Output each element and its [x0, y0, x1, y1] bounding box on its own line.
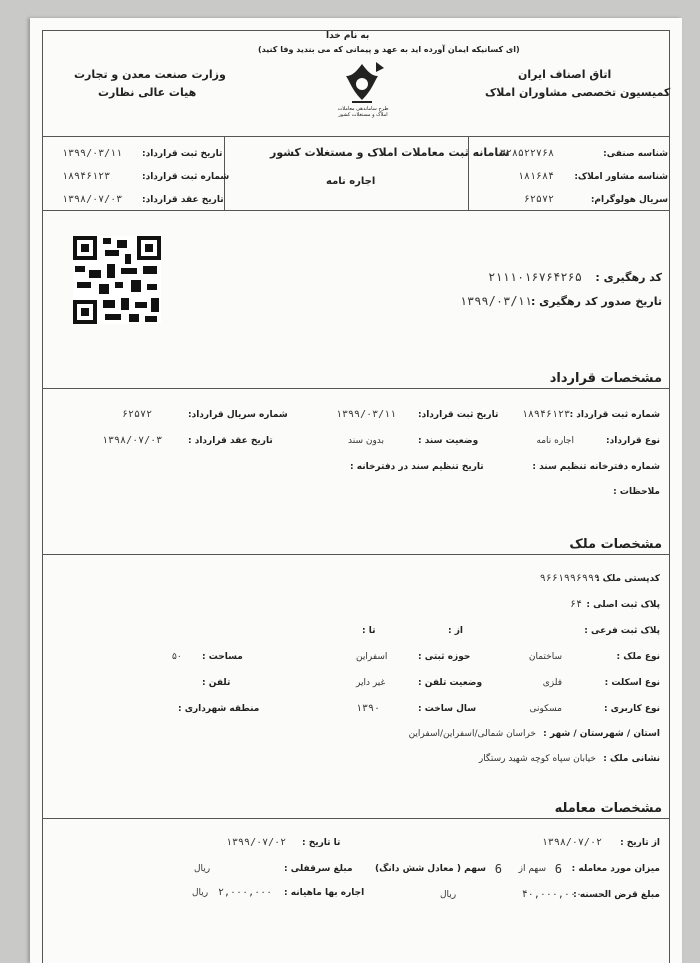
bismillah: به نام خدا [326, 31, 370, 41]
contract-type-label: نوع قرارداد: [606, 436, 660, 446]
left-org-2: هیات عالی نظارت [98, 86, 197, 99]
system-subtitle: اجاره نامه [326, 176, 376, 187]
area-value: ۵۰ [172, 652, 182, 662]
notary-date-label: تاریخ تنظیم سند در دفترخانه : [350, 462, 484, 472]
loan-label: مبلغ قرض الحسنه : [573, 890, 660, 900]
doc-status-value: بدون سند [348, 436, 385, 446]
verse: (ای کسانیکه ایمان آورده اید به عهد و پیمانی که می بندید وفا کنید) [258, 45, 520, 54]
property-type-value: ساختمان [528, 652, 562, 662]
from-date-label: از تاریخ : [620, 838, 660, 848]
goodwill-unit: ریال [194, 864, 211, 874]
consultant-id-label: شناسه مشاور املاک: [574, 172, 668, 182]
contract-reg-no-value: ۱۸۹۴۶۱۲۳ [521, 409, 570, 420]
notes-label: ملاحظات : [613, 487, 660, 497]
guild-id-label: شناسه صنفی: [603, 149, 668, 159]
usage-value: مسکونی [529, 704, 562, 714]
divider-ids-bottom [42, 210, 670, 211]
left-org-1: وزارت صنعت معدن و تجارت [74, 68, 226, 81]
phone-status-label: وضعیت تلفن : [418, 678, 483, 688]
address-label: نشانی ملک : [603, 754, 660, 764]
location-label: استان / شهرستان / شهر : [543, 729, 660, 739]
tracking-date-label: تاریخ صدور کد رهگیری : [530, 295, 662, 308]
divider-ids-top [42, 136, 670, 137]
hologram-label: سریال هولوگرام: [590, 195, 668, 205]
logo [332, 58, 392, 120]
guild-id-value: ۰۳۲۸۵۲۲۷۶۸ [493, 148, 554, 159]
to-date-label: تا تاریخ : [302, 838, 341, 848]
contract-serial-value: ۶۲۵۷۲ [122, 409, 153, 420]
share-value: 6 [554, 862, 562, 876]
municipal-label: منطقه شهرداری : [178, 704, 260, 714]
loan-unit: ریال [440, 890, 457, 900]
sign-date-value-top: ۱۳۹۸/۰۷/۰۳ [62, 194, 123, 205]
rent-unit: ریال [192, 888, 209, 898]
contract-sign-date-value: ۱۳۹۸/۰۷/۰۳ [102, 435, 163, 446]
main-plate-value: ۶۴ [569, 599, 582, 610]
hologram-value: ۶۲۵۷۲ [523, 194, 554, 205]
loan-value: ۴۰,۰۰۰,۰۰۰ [521, 889, 582, 900]
tracking-code-value: ۲۱۱۱۰۱۶۷۶۴۲۶۵ [488, 270, 582, 284]
rent-label: اجاره بها ماهیانه : [284, 888, 365, 898]
tracking-code-label: کد رهگیری : [595, 271, 662, 284]
tracking-date-value: ۱۳۹۹/۰۳/۱۱ [459, 294, 532, 308]
right-org-1: اتاق اصناف ایران [518, 68, 612, 81]
build-year-label: سال ساخت : [418, 704, 477, 714]
document-page [30, 18, 682, 963]
postal-code-label: کدپستی ملک : [595, 574, 660, 584]
skeleton-label: نوع اسکلت : [604, 678, 660, 688]
qr-code [73, 236, 161, 324]
share-unit-1: سهم از [518, 864, 546, 874]
address-value: خیابان سپاه کوچه شهید رستگار [478, 754, 596, 764]
location-value: خراسان شمالی/اسفراین/اسفراین [408, 729, 536, 739]
system-title: سامانه ثبت معاملات املاک و مستغلات کشور [270, 146, 510, 159]
reg-no-value-top: ۱۸۹۴۶۱۲۳ [62, 171, 111, 182]
sub-plate-from-label: از : [448, 626, 463, 636]
to-date-value: ۱۳۹۹/۰۷/۰۲ [226, 837, 287, 848]
logo-text: طرح ساماندهی معاملات املاک و مستغلات کشور [337, 106, 389, 118]
property-section-title: مشخصات ملک [569, 537, 662, 552]
skeleton-value: فلزی [542, 678, 562, 688]
build-year-value: ۱۳۹۰ [356, 703, 381, 714]
contract-section-title: مشخصات قرارداد [549, 371, 662, 386]
sub-plate-label: پلاک ثبت فرعی : [584, 626, 660, 636]
frame-left [42, 30, 43, 963]
contract-type-value: اجاره نامه [536, 436, 574, 446]
phone-status-value: غیر دایر [356, 678, 386, 688]
contract-reg-date-label: تاریخ ثبت قرارداد: [418, 410, 499, 420]
zone-value: اسفراین [356, 652, 388, 662]
contract-reg-no-label: شماره ثبت قرارداد : [569, 410, 660, 420]
right-org-2: کمیسیون تخصصی مشاوران املاک [485, 86, 671, 99]
contract-divider [42, 388, 670, 389]
area-label: مساحت : [202, 652, 243, 662]
deal-divider [42, 818, 670, 819]
share-total: 6 [494, 862, 502, 876]
deal-section-title: مشخصات معامله [554, 801, 662, 816]
from-date-value: ۱۳۹۸/۰۷/۰۲ [541, 837, 602, 848]
consultant-id-value: ۱۸۱۶۸۴ [517, 171, 554, 182]
sub-plate-to-label: تا : [362, 626, 376, 636]
contract-sign-date-label: تاریخ عقد قرارداد : [188, 436, 273, 446]
reg-date-label-top: تاریخ ثبت قرارداد: [142, 149, 223, 159]
usage-label: نوع کاربری : [603, 704, 660, 714]
property-type-label: نوع ملک : [616, 652, 660, 662]
phone-label: تلفن : [202, 678, 231, 688]
contract-reg-date-value: ۱۳۹۹/۰۳/۱۱ [336, 409, 397, 420]
contract-serial-label: شماره سریال قرارداد: [188, 410, 288, 420]
goodwill-label: مبلغ سرقفلی : [284, 864, 353, 874]
reg-date-value-top: ۱۳۹۹/۰۳/۱۱ [62, 148, 123, 159]
logo-emblem-icon [332, 58, 392, 106]
share-unit-2: سهم ( معادل شش دانگ) [375, 864, 486, 874]
share-label: میزان مورد معامله : [571, 864, 660, 874]
frame-right [669, 30, 670, 963]
postal-code-value: ۹۶۶۱۹۹۶۹۹۹ [539, 573, 600, 584]
rent-value: ۲,۰۰۰,۰۰۰ [218, 887, 273, 898]
main-plate-label: پلاک ثبت اصلی : [586, 600, 660, 610]
doc-status-label: وضعیت سند : [418, 436, 479, 446]
reg-no-label-top: شماره ثبت قرارداد: [142, 172, 230, 182]
zone-label: حوزه ثبتی : [418, 652, 471, 662]
notary-label: شماره دفترخانه تنظیم سند : [532, 462, 660, 472]
property-divider [42, 554, 670, 555]
sign-date-label-top: تاریخ عقد قرارداد: [142, 195, 224, 205]
